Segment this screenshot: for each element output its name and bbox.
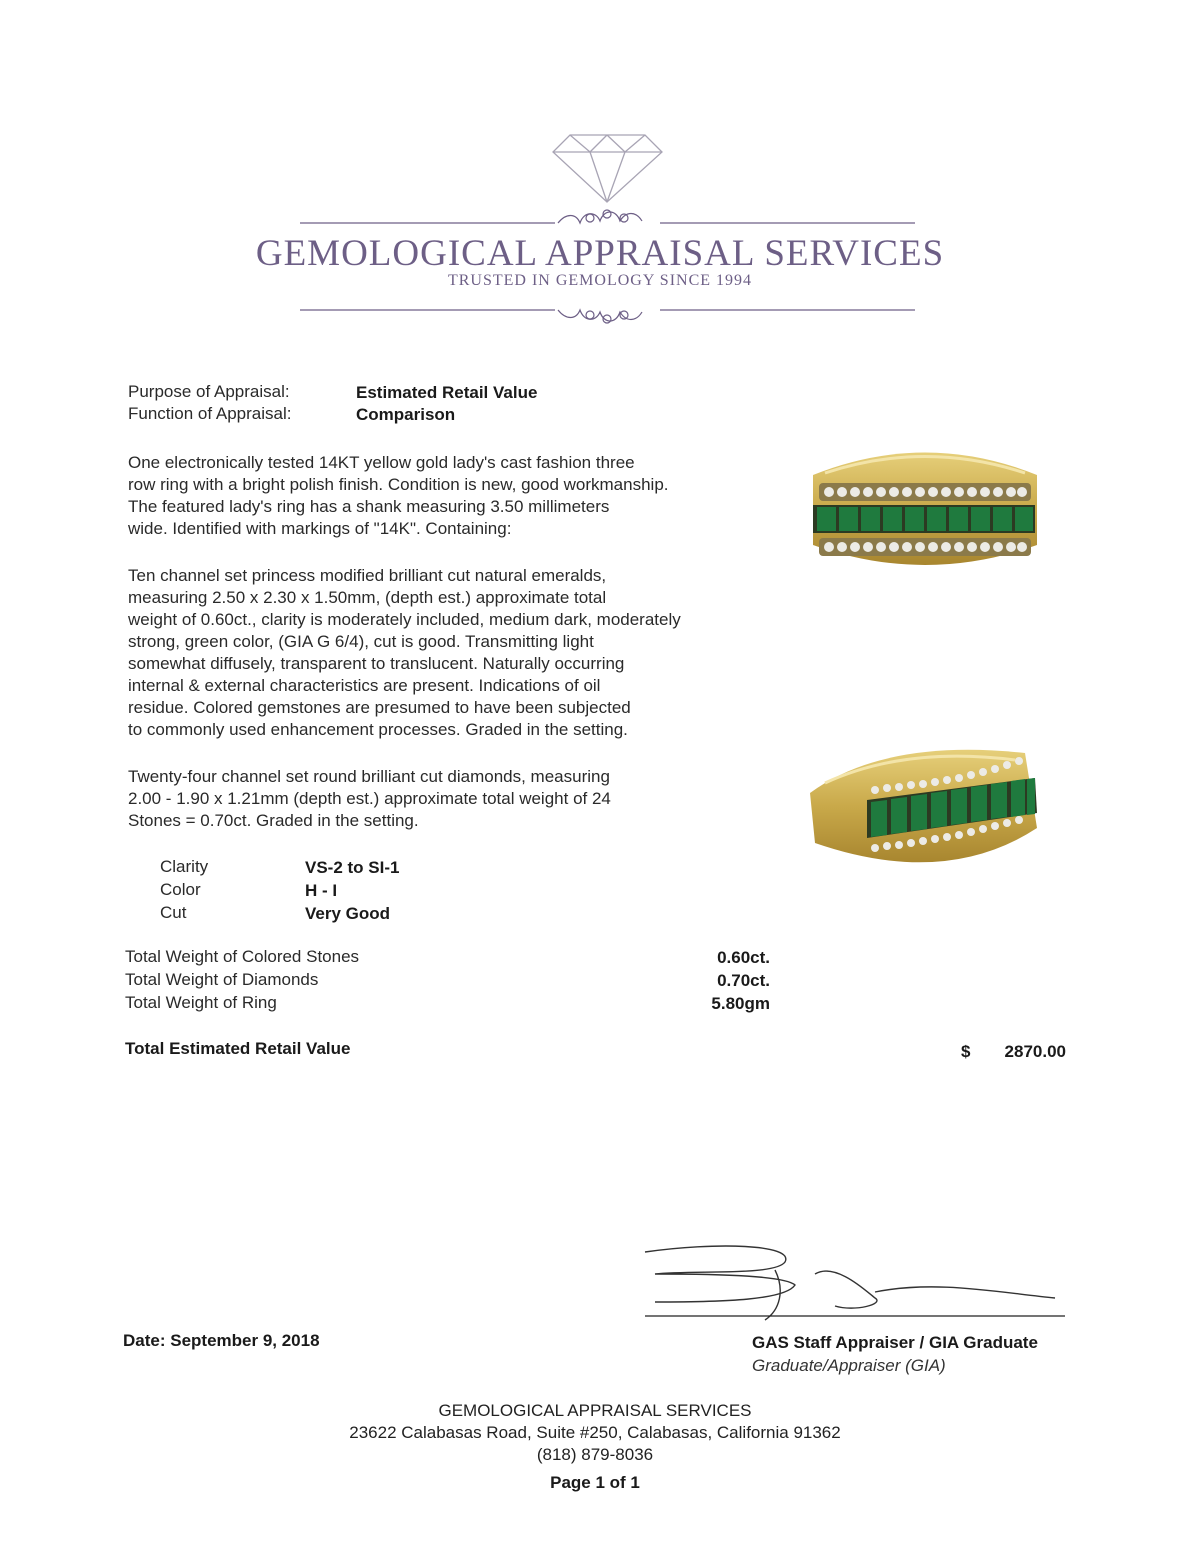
text-line: The featured lady's ring has a shank measuring 3.50 millimeters [128, 497, 610, 516]
function-value: Comparison [356, 405, 456, 424]
logo-tagline: TRUSTED IN GEMOLOGY SINCE 1994 [447, 272, 753, 289]
retail-currency: $ [961, 1042, 971, 1061]
text-line: row ring with a bright polish finish. Condition is new, good workmanship. [128, 475, 669, 494]
grade-label-clarity: Clarity [160, 857, 209, 876]
text-line: measuring 2.50 x 2.30 x 1.50mm, (depth est.) approximate total [128, 588, 607, 607]
text-line: Twenty-four channel set round brilliant cut diamonds, measuring [128, 767, 610, 786]
grade-label-cut: Cut [160, 903, 187, 922]
grade-value-color: H - I [305, 881, 338, 900]
text-line: One electronically tested 14KT yellow gold lady's cast fashion three [128, 453, 635, 472]
logo-brand-name: GEMOLOGICAL APPRAISAL SERVICES [255, 233, 945, 274]
description-paragraph-2 [128, 565, 681, 741]
text-line: somewhat diffusely, transparent to translucent. Naturally occurring [128, 654, 625, 673]
appraiser-subtitle: Graduate/Appraiser (GIA) [752, 1356, 946, 1375]
text-line: Ten channel set princess modified brilliant cut natural emeralds, [128, 566, 607, 585]
text-line: internal & external characteristics are present. Indications of oil [128, 676, 601, 695]
text-line: to commonly used enhancement processes. Graded in the setting. [128, 720, 628, 739]
text-line: strong, green color, (GIA G 6/4), cut is good. Transmitting light [128, 632, 594, 651]
total-value-colored-stones: 0.60ct. [717, 948, 770, 967]
ring-photo-angle [805, 738, 1045, 888]
footer-address: 23622 Calabasas Road, Suite #250, Calabasas, California 91362 [349, 1423, 841, 1442]
ring-photo-front [805, 435, 1045, 585]
text-line: 2.00 - 1.90 x 1.21mm (depth est.) approximate total weight of 24 [128, 789, 611, 808]
retail-value-label: Total Estimated Retail Value [125, 1039, 351, 1058]
appraisal-date: Date: September 9, 2018 [123, 1331, 320, 1350]
function-label: Function of Appraisal: [128, 404, 292, 423]
text-line: weight of 0.60ct., clarity is moderately included, medium dark, moderately [128, 610, 681, 629]
text-line: residue. Colored gemstones are presumed to have been subjected [128, 698, 631, 717]
logo-ornament-bottom [300, 298, 915, 328]
appraiser-signature [635, 1240, 1075, 1330]
footer-phone: (818) 879-8036 [536, 1445, 654, 1464]
diamond-icon [550, 130, 665, 205]
text-line: Stones = 0.70ct. Graded in the setting. [128, 811, 419, 830]
grade-value-clarity: VS-2 to SI-1 [305, 858, 400, 877]
description-paragraph-3 [128, 766, 611, 832]
total-value-diamonds: 0.70ct. [717, 971, 770, 990]
purpose-label: Purpose of Appraisal: [128, 382, 290, 401]
appraiser-title: GAS Staff Appraiser / GIA Graduate [752, 1333, 1038, 1352]
logo-ornament-top [300, 205, 915, 235]
grade-label-color: Color [160, 880, 201, 899]
purpose-value: Estimated Retail Value [356, 383, 538, 402]
total-value-ring: 5.80gm [711, 994, 770, 1013]
total-label-ring: Total Weight of Ring [125, 993, 277, 1012]
retail-amount: 2870.00 [1004, 1042, 1066, 1061]
grade-value-cut: Very Good [305, 904, 391, 923]
text-line: wide. Identified with markings of "14K". Containing: [128, 519, 512, 538]
page-number: Page 1 of 1 [550, 1473, 640, 1492]
total-label-diamonds: Total Weight of Diamonds [125, 970, 319, 989]
footer-company: GEMOLOGICAL APPRAISAL SERVICES [438, 1401, 752, 1420]
total-label-colored-stones: Total Weight of Colored Stones [125, 947, 360, 966]
description-paragraph-1 [128, 452, 669, 540]
